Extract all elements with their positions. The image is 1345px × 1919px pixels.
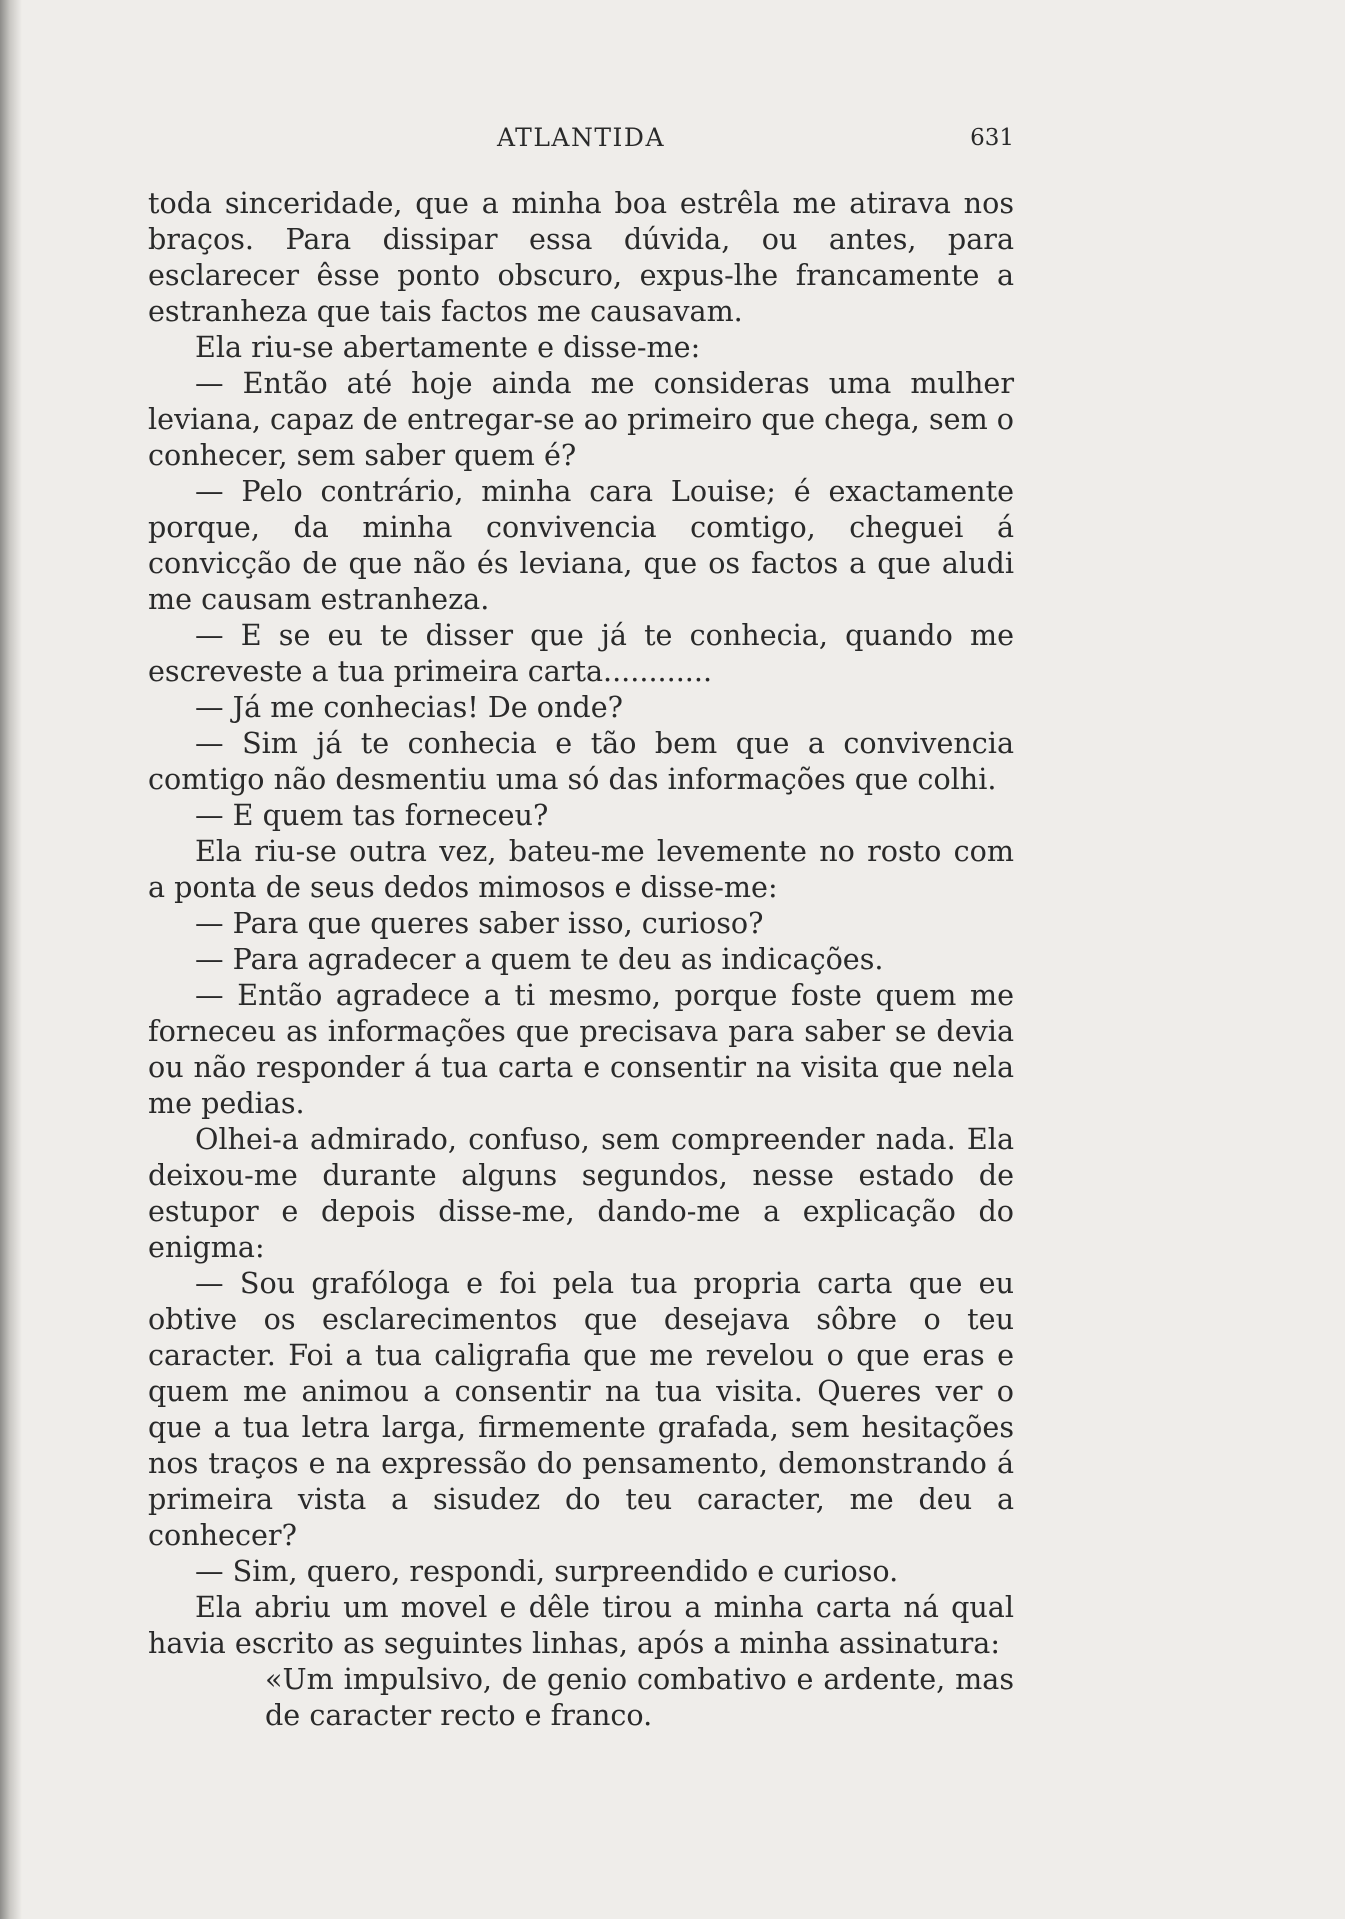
- dialogue-line: — E se eu te disser que já te conhecia, quando me escreveste a tua primeira carta............: [148, 618, 1014, 688]
- paragraph: Ela riu-se outra vez, bateu-me levemente no rosto com a ponta de seus dedos mimosos e disse-me:: [148, 834, 1014, 904]
- dialogue-line: — Então agradece a ti mesmo, porque foste quem me forneceu as informações que precisava para saber se devia ou não responder á tua carta e consentir na visita que nela me pedias.: [148, 978, 1014, 1120]
- paragraph: Olhei-a admirado, confuso, sem compreender nada. Ela deixou-me durante alguns segundos, nesse estado de estupor e depois disse-me, dando-me a explicação do enigma:: [148, 1122, 1014, 1264]
- dialogue-line: — Para que queres saber isso, curioso?: [195, 906, 764, 940]
- running-header: [148, 120, 1014, 160]
- dialogue-line: — Então até hoje ainda me consideras uma mulher leviana, capaz de entregar-se ao primeiro que chega, sem o conhecer, sem saber quem é?: [148, 366, 1014, 472]
- paragraph: Ela riu-se abertamente e disse-me:: [195, 330, 701, 364]
- dialogue-line: — Para agradecer a quem te deu as indicações.: [195, 942, 884, 976]
- paragraph: toda sinceridade, que a minha boa estrêla me atirava nos braços. Para dissipar essa dúvida, ou antes, para esclarecer êsse ponto obscuro, expus-lhe francamente a estranheza que tais factos me causavam.: [148, 186, 1014, 328]
- dialogue-line: — Pelo contrário, minha cara Louise; é exactamente porque, da minha convivencia comtigo, cheguei á convicção de que não és leviana, que os factos a que aludi me causam estranheza.: [148, 474, 1014, 616]
- body-text: [148, 185, 1014, 1733]
- page-edge-shadow: [0, 0, 22, 1919]
- dialogue-line: — Sou grafóloga e foi pela tua propria carta que eu obtive os esclarecimentos que desejava sôbre o teu caracter. Foi a tua caligrafia que me revelou o que eras e quem me animou a consentir na tua visita. Queres ver o que a tua letra larga, firmemente grafada, sem hesitações nos traços e na expressão do pensamento, demonstrando á primeira vista a sisudez do teu caracter, me deu a conhecer?: [148, 1266, 1014, 1552]
- page-number: 631: [970, 125, 1014, 151]
- dialogue-line: — Sim, quero, respondi, surpreendido e curioso.: [195, 1554, 899, 1588]
- dialogue-line: — Sim já te conhecia e tão bem que a convivencia comtigo não desmentiu uma só das informações que colhi.: [148, 726, 1014, 796]
- dialogue-line: — E quem tas forneceu?: [195, 798, 549, 832]
- paragraph: Ela abriu um movel e dêle tirou a minha carta ná qual havia escrito as seguintes linhas, após a minha assinatura:: [148, 1590, 1014, 1660]
- block-quote: «Um impulsivo, de genio combativo e ardente, mas de caracter recto e franco.: [265, 1662, 1014, 1732]
- dialogue-line: — Já me conhecias! De onde?: [195, 690, 623, 724]
- running-title: ATLANTIDA: [496, 123, 666, 152]
